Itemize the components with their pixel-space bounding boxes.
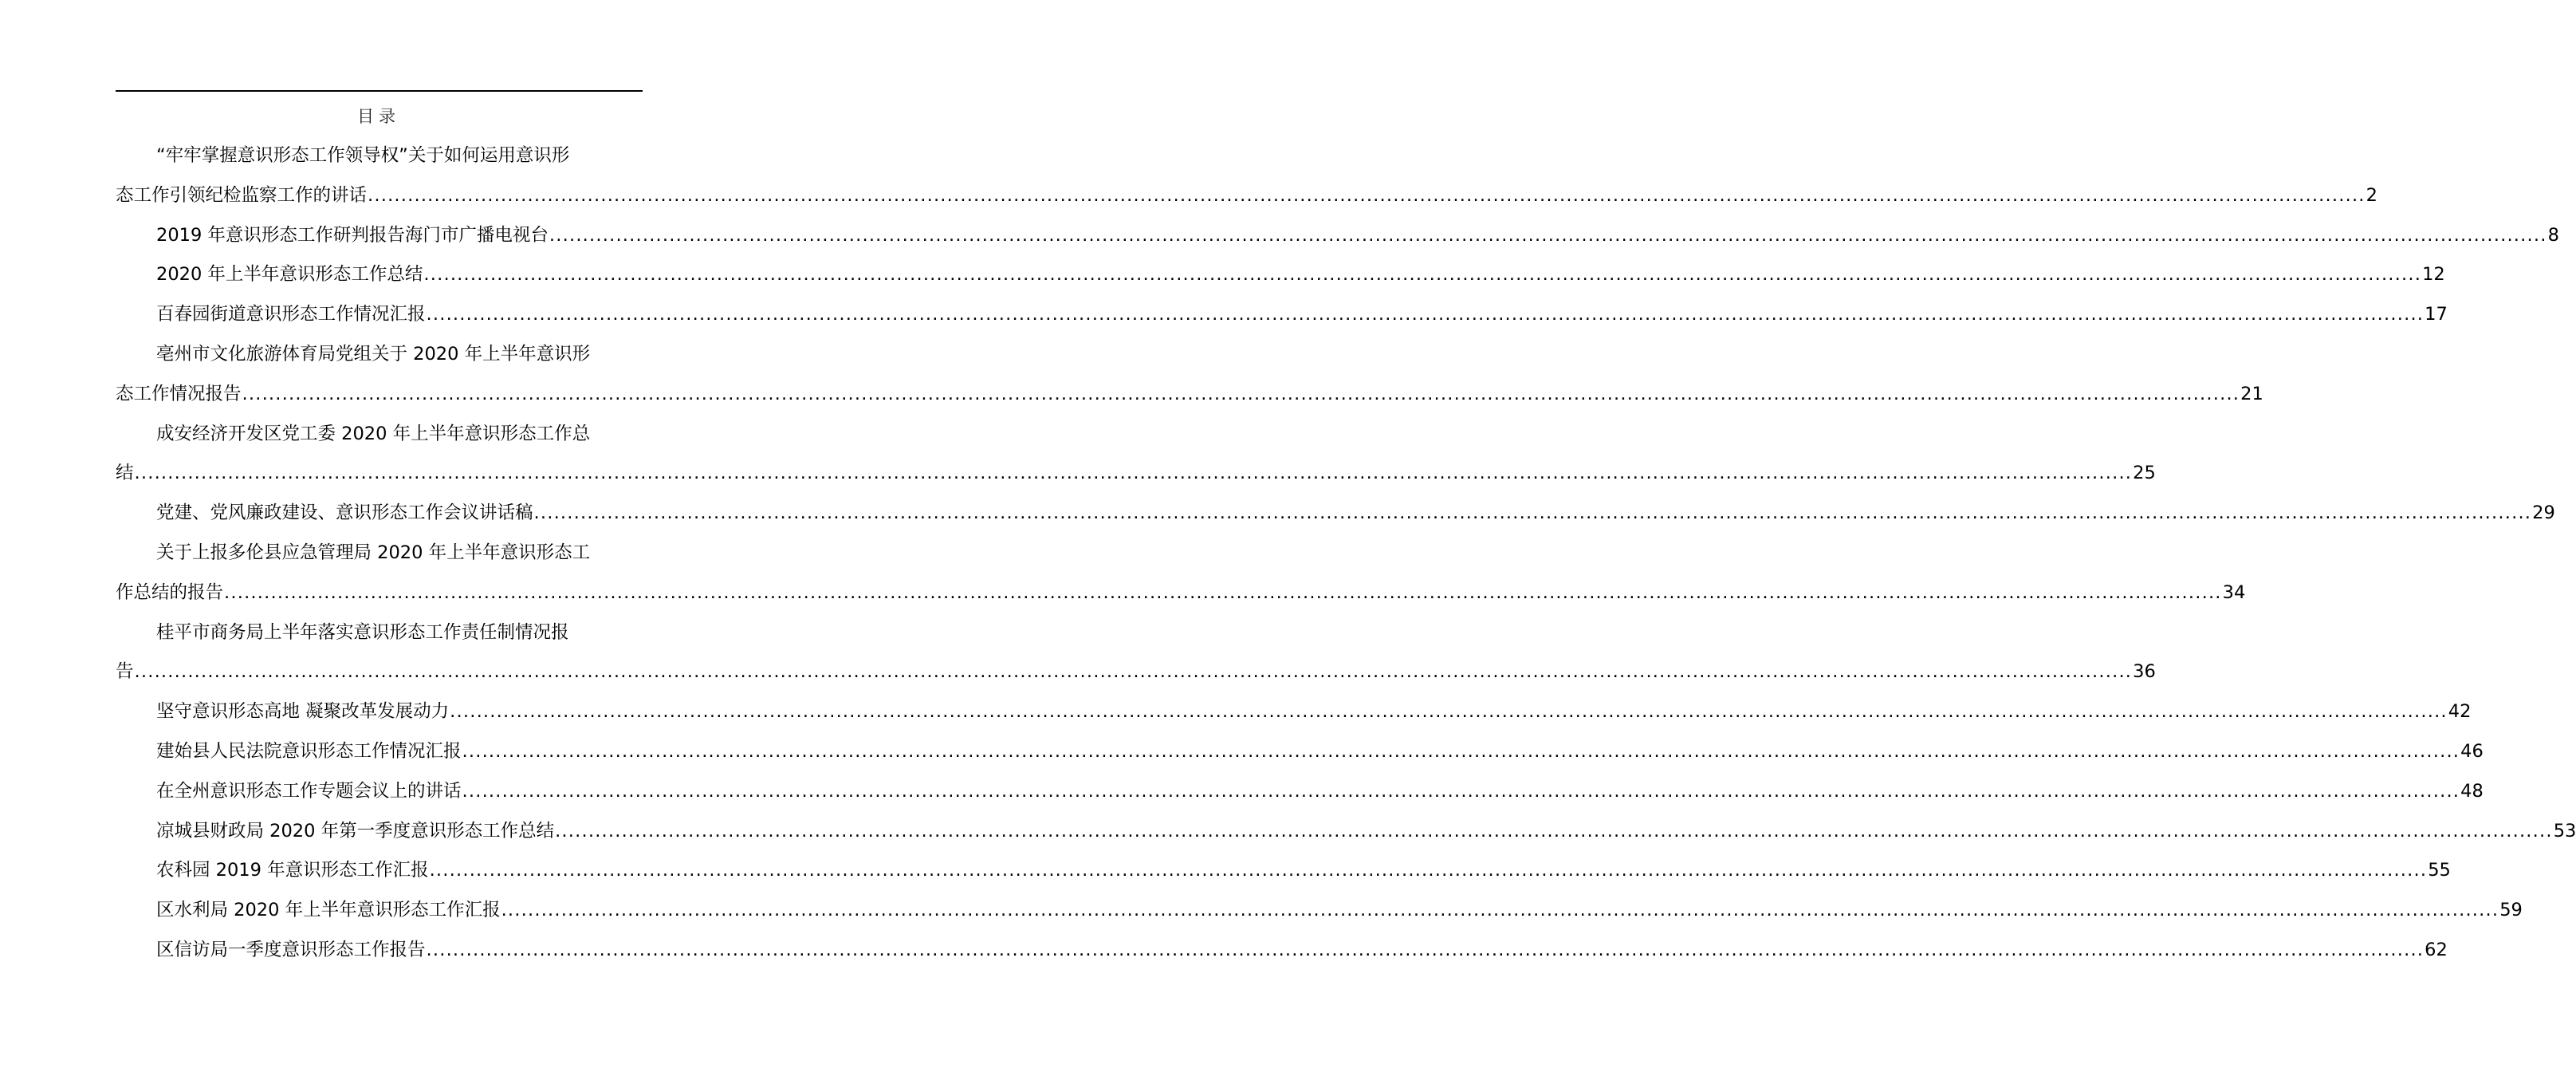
toc-entry[interactable] [116, 891, 2523, 931]
dot-leader: ............................................................................................................................................................................................................................................................................................................ [429, 860, 2428, 881]
toc-entry-title: 在全州意识形态工作专题会议上的讲话 [156, 780, 462, 802]
dot-leader: ............................................................................................................................................................................................................................................................................................................ [533, 503, 2532, 524]
toc-title: 目录 [357, 107, 400, 126]
toc-entry-title: 建始县人民法院意识形态工作情况汇报 [156, 740, 462, 762]
toc-entry-page-number: 59 [2499, 900, 2523, 921]
toc-entry-page-number: 53 [2553, 820, 2576, 841]
toc-entry[interactable] [116, 415, 2156, 495]
toc-entry-title: 凉城县财政局 2020 年第一季度意识形态工作总结 [156, 820, 555, 841]
toc-entry-page-number: 25 [2133, 463, 2156, 484]
dot-leader: ............................................................................................................................................................................................................................................................................................................ [450, 701, 2448, 723]
dot-leader: ............................................................................................................................................................................................................................................................................................................ [134, 661, 2133, 683]
toc-entry-title: “牢牢掌握意识形态工作领导权”关于如何运用意识形 [156, 145, 570, 166]
toc-entry[interactable] [116, 255, 2445, 295]
dot-leader: ............................................................................................................................................................................................................................................................................................................ [423, 264, 2422, 286]
toc-entry-title: 区水利局 2020 年上半年意识形态工作汇报 [156, 900, 501, 921]
dot-leader: ............................................................................................................................................................................................................................................................................................................ [224, 581, 2222, 603]
toc-entry[interactable] [116, 335, 2263, 415]
toc-entry[interactable] [116, 772, 2484, 812]
toc-entry-page-number: 8 [2547, 224, 2559, 246]
toc-entry-title: 告 [116, 661, 134, 683]
toc-entry[interactable] [116, 534, 2246, 613]
toc-entry[interactable] [116, 851, 2451, 891]
dot-leader: ............................................................................................................................................................................................................................................................................................................ [501, 900, 2499, 921]
toc-entry-page-number: 48 [2460, 780, 2484, 802]
toc-entry-page-number: 46 [2460, 740, 2484, 762]
toc-entry-page-number: 12 [2422, 264, 2445, 286]
toc-entry-page-number: 2 [2366, 184, 2377, 206]
dot-leader: ............................................................................................................................................................................................................................................................................................................ [426, 939, 2425, 960]
dot-leader: ............................................................................................................................................................................................................................................................................................................ [462, 740, 2460, 762]
dot-leader: ............................................................................................................................................................................................................................................................................................................ [426, 304, 2425, 325]
toc-entry-title: 亳州市文化旅游体育局党组关于 2020 年上半年意识形 [156, 343, 591, 365]
toc-entry-page-number: 62 [2425, 939, 2448, 960]
toc-entry-title: 百春园街道意识形态工作情况汇报 [156, 304, 426, 325]
dot-leader: ............................................................................................................................................................................................................................................................................................................ [462, 780, 2460, 802]
table-of-contents [116, 136, 2576, 971]
toc-entry-page-number: 42 [2448, 701, 2472, 723]
toc-entry-title: 2020 年上半年意识形态工作总结 [156, 264, 423, 286]
dot-leader: ............................................................................................................................................................................................................................................................................................................ [555, 820, 2553, 841]
dot-leader: ............................................................................................................................................................................................................................................................................................................ [134, 463, 2133, 484]
toc-entry-page-number: 17 [2425, 304, 2448, 325]
toc-entry-title: 关于上报多伦县应急管理局 2020 年上半年意识形态工 [156, 542, 591, 563]
toc-entry[interactable] [116, 812, 2576, 852]
toc-entry-page-number: 29 [2532, 503, 2555, 524]
toc-entry[interactable] [116, 613, 2156, 693]
toc-entry-page-number: 34 [2222, 581, 2246, 603]
toc-entry[interactable] [116, 692, 2472, 732]
toc-entry[interactable] [116, 494, 2555, 534]
dot-leader: ............................................................................................................................................................................................................................................................................................................ [242, 383, 2240, 404]
toc-entry-title: 区信访局一季度意识形态工作报告 [156, 939, 426, 960]
toc-entry-page-number: 55 [2428, 860, 2451, 881]
toc-entry-title: 结 [116, 463, 134, 484]
dot-leader: ............................................................................................................................................................................................................................................................................................................ [549, 224, 2547, 246]
dot-leader: ............................................................................................................................................................................................................................................................................................................ [368, 184, 2366, 206]
toc-entry-title: 桂平市商务局上半年落实意识形态工作责任制情况报 [156, 621, 569, 643]
toc-entry[interactable] [116, 732, 2484, 772]
toc-entry-title: 成安经济开发区党工委 2020 年上半年意识形态工作总 [156, 423, 591, 444]
toc-entry-page-number: 36 [2133, 661, 2156, 683]
toc-entry-title: 党建、党风廉政建设、意识形态工作会议讲话稿 [156, 503, 533, 524]
toc-entry[interactable] [116, 136, 2377, 216]
toc-entry-page-number: 21 [2240, 383, 2263, 404]
toc-entry-title: 态工作情况报告 [116, 383, 242, 404]
toc-entry-title: 坚守意识形态高地 凝聚改革发展动力 [156, 701, 450, 723]
toc-entry[interactable] [116, 295, 2448, 335]
toc-entry-title: 作总结的报告 [116, 581, 224, 603]
top-rule [116, 90, 643, 92]
toc-entry-title: 态工作引领纪检监察工作的讲话 [116, 184, 368, 206]
toc-entry[interactable] [116, 931, 2448, 971]
toc-entry-title: 农科园 2019 年意识形态工作汇报 [156, 860, 429, 881]
toc-entry[interactable] [116, 216, 2559, 256]
toc-entry-title: 2019 年意识形态工作研判报告海门市广播电视台 [156, 224, 549, 246]
